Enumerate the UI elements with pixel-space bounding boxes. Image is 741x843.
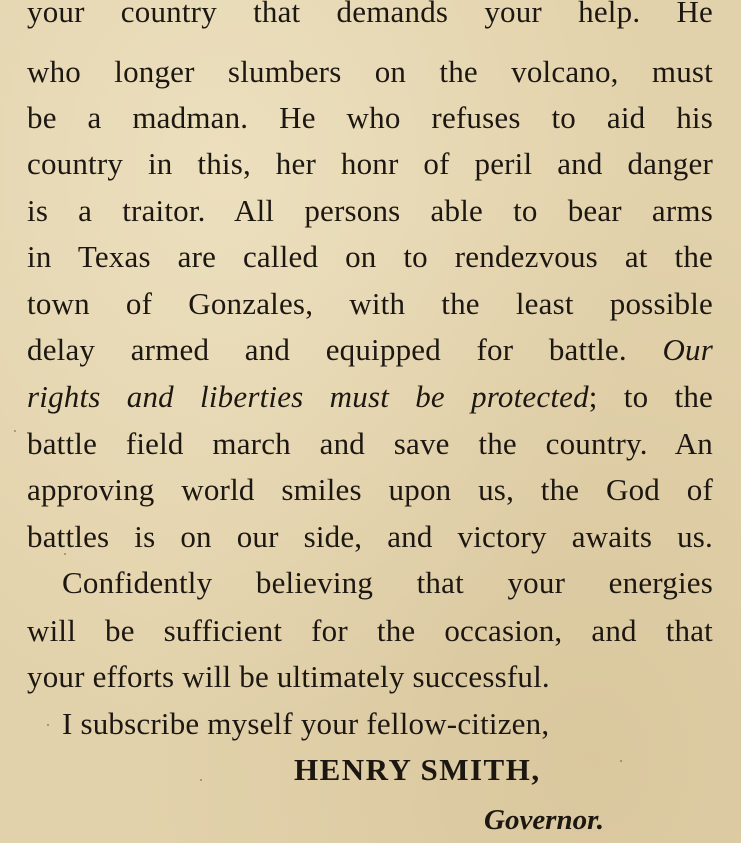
text-line-6: in Texas are called on to rendezvous at the	[27, 239, 713, 274]
text-line-9	[27, 377, 713, 417]
paper-speck	[47, 724, 49, 726]
text-line-4: country in this, her honr of peril and danger	[27, 146, 713, 181]
signature-title: Governor.	[484, 804, 605, 836]
text-line-8-italic: Our	[662, 332, 713, 367]
text-line-10: battle field march and save the country. An	[27, 426, 713, 461]
paragraph2-line-3: your efforts will be ultimately successful.	[27, 659, 550, 694]
text-line-9-rest: ; to the	[588, 379, 713, 414]
text-line-7: town of Gonzales, with the least possible	[27, 286, 713, 321]
paragraph2-line-1: Confidently believing that your energies	[62, 565, 713, 600]
text-line-5: is a traitor. All persons able to bear arms	[27, 193, 713, 228]
paper-speck	[620, 760, 622, 762]
paper-speck	[64, 553, 66, 555]
text-line-11: approving world smiles upon us, the God of	[27, 472, 713, 507]
closing-line: I subscribe myself your fellow-citizen,	[62, 706, 550, 741]
text-line-8-plain: delay armed and equipped for battle.	[27, 332, 663, 367]
paragraph2-line-2: will be sufficient for the occasion, and that	[27, 613, 713, 648]
signature-name: HENRY SMITH,	[294, 752, 541, 787]
text-line-8	[27, 330, 713, 370]
emphasis-rights-protected: rights and liberties must be protected	[27, 379, 589, 414]
paper-speck	[200, 779, 202, 781]
text-line-2: who longer slumbers on the volcano, must	[27, 54, 713, 89]
text-line-12: battles is on our side, and victory awaits us.	[27, 519, 713, 554]
text-line-3: be a madman. He who refuses to aid his	[27, 100, 713, 135]
text-line-1: your country that demands your help. He	[27, 0, 713, 29]
paper-speck	[14, 430, 16, 432]
